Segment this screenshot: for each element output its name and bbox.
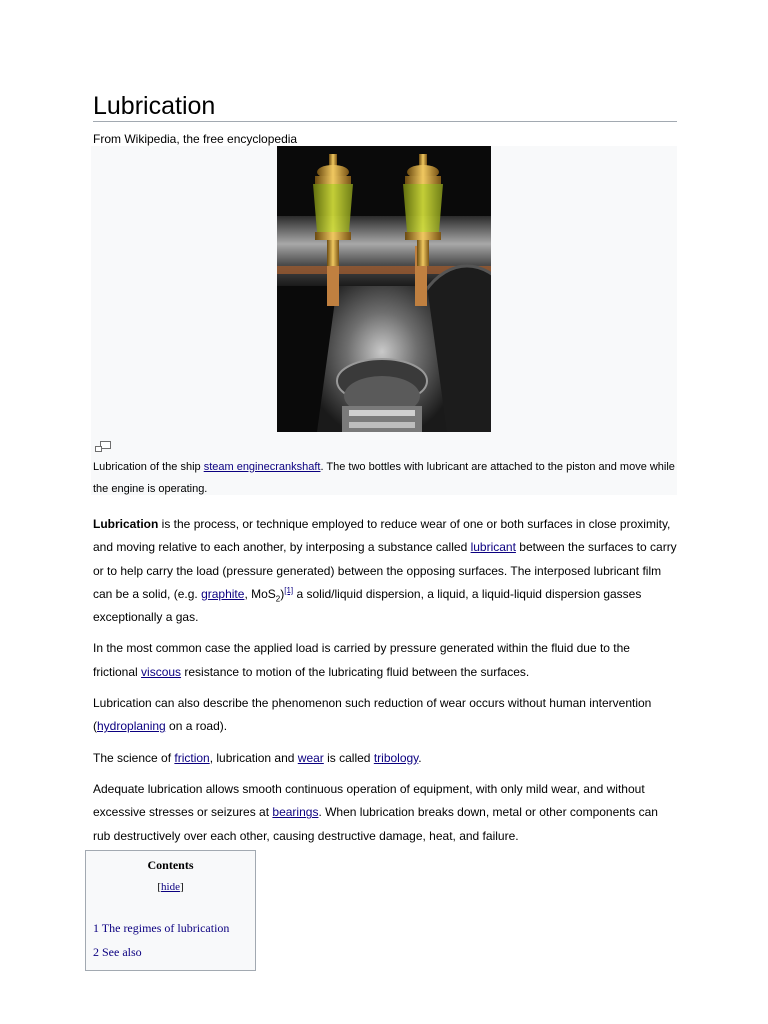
text: ) xyxy=(280,586,285,601)
link-bearings[interactable]: bearings xyxy=(272,805,319,820)
caption-text: Lubrication of the ship xyxy=(93,461,204,473)
link-hydroplaning[interactable]: hydroplaning xyxy=(97,719,166,734)
crankshaft-illustration xyxy=(277,146,491,432)
text: is the process, or technique employed to reduce wear of one or both surfaces in close proximity, and moving relative to each another, by interposing a substance called xyxy=(93,517,671,555)
title-divider xyxy=(93,121,677,122)
subscript: 2 xyxy=(275,594,281,604)
table-of-contents xyxy=(85,850,256,971)
site-tagline: From Wikipedia, the free encyclopedia xyxy=(93,132,298,146)
text: on a road). xyxy=(165,719,228,734)
link-tribology[interactable]: tribology xyxy=(373,750,419,765)
toc-item-see-also[interactable]: 2 See also xyxy=(93,945,142,959)
text: In the most common case the applied load is carried by pressure generated within the fluid due to the frictional xyxy=(93,641,630,679)
text: between the surfaces to carry or to help carry the load (pressure generated) between the opposing surfaces. The interposed lubricant film can be a solid, (e.g. xyxy=(93,540,677,601)
text: , lubrication and xyxy=(209,750,298,765)
text: . When lubrication breaks down, metal or other components can rub destructively over each other, causing destructive damage, heat, and failure. xyxy=(93,805,658,843)
paragraph-intro xyxy=(93,513,677,629)
bold-term: Lubrication xyxy=(93,517,159,531)
toc-item-regimes[interactable]: 1 The regimes of lubrication xyxy=(93,921,230,935)
text: , MoS xyxy=(244,586,276,601)
paragraph-science xyxy=(93,747,677,770)
text: . xyxy=(418,750,422,765)
caption-text: . The two bottles with lubricant are attached to the piston and move while the engine is operating. xyxy=(93,461,675,495)
link-viscous[interactable]: viscous xyxy=(141,664,182,679)
text: The science of xyxy=(93,750,175,765)
figure-thumbnail xyxy=(91,146,677,495)
bracket: [ xyxy=(157,881,162,893)
paragraph-adequate xyxy=(93,778,677,848)
paragraph-phenomenon xyxy=(93,692,677,739)
text: is called xyxy=(323,750,374,765)
reference-1-link[interactable]: [1] xyxy=(284,585,294,595)
figure-caption xyxy=(93,456,677,500)
link-wear[interactable]: wear xyxy=(297,750,324,765)
link-steam-engine-crankshaft[interactable]: steam enginecrankshaft xyxy=(203,461,321,473)
bracket: ] xyxy=(179,881,184,893)
link-friction[interactable]: friction xyxy=(174,750,210,765)
link-graphite[interactable]: graphite xyxy=(201,586,245,601)
toc-hide-link[interactable]: hide xyxy=(161,881,180,893)
page-title: Lubrication xyxy=(93,92,216,120)
toc-toggle xyxy=(86,881,255,893)
toc-title: Contents xyxy=(147,858,194,872)
text: Adequate lubrication allows smooth continuous operation of equipment, with only mild wear, and without excessive stresses or seizures at xyxy=(93,781,645,820)
magnify-clip-icon[interactable] xyxy=(95,441,111,453)
text: resistance to motion of the lubricating fluid between the surfaces. xyxy=(181,664,530,679)
text: a solid/liquid dispersion, a liquid, a liquid-liquid dispersion gasses exceptionally a gas. xyxy=(93,586,642,625)
article-body xyxy=(93,513,677,856)
crankshaft-photo[interactable] xyxy=(277,146,491,432)
paragraph-load xyxy=(93,637,677,684)
link-lubricant[interactable]: lubricant xyxy=(470,540,516,555)
text: Lubrication can also describe the phenomenon such reduction of wear occurs without human intervention ( xyxy=(93,696,652,734)
